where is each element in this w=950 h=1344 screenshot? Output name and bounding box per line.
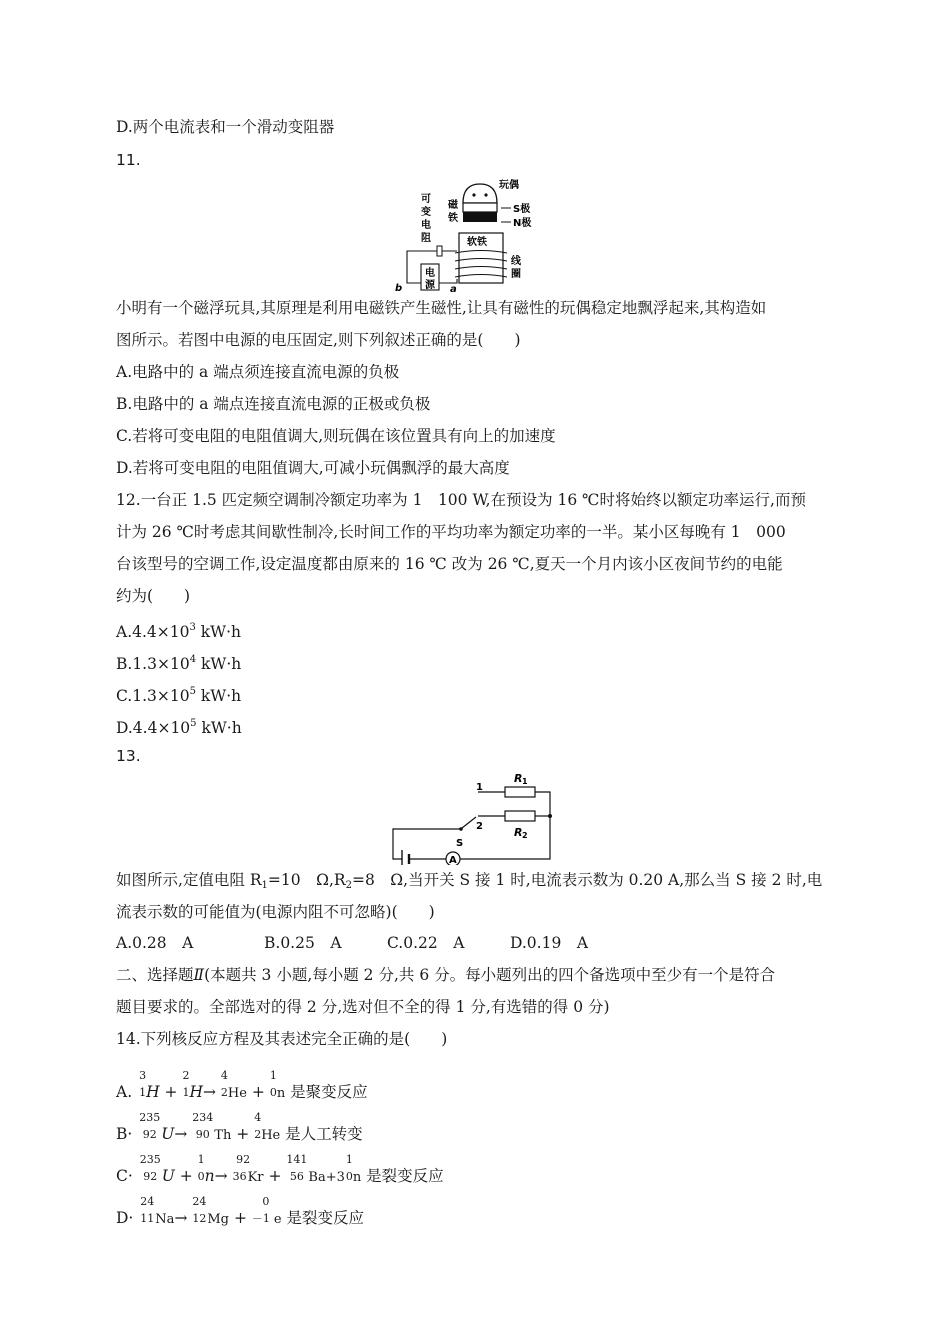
q11-figure	[395, 175, 555, 295]
q12-option-d: $D.4.4\times 10^5$ kW·h	[116, 718, 242, 737]
q12-stem-line3: 台该型号的空调工作,设定温度都由原来的 16 ℃ 改为 26 ℃,夏天一个月内该小区夜间节约的电能	[116, 555, 783, 573]
q12-option-c: $C.1.3\times 10^5$ kW·h	[116, 686, 242, 705]
magnet-label-2: 铁	[448, 213, 458, 224]
resistor-label-2: 变	[421, 207, 431, 218]
toy-label: 玩偶	[499, 180, 519, 191]
q12-stem-line1: 12.一台正 1.5 匹定频空调制冷额定功率为 1 100 W,在预设为 16 ℃时将始终以额定功率运行,而预	[116, 491, 806, 509]
magnet-label-1: 磁	[448, 200, 458, 211]
resistor-label-3: 电	[421, 220, 431, 231]
terminal-1-label: 1	[476, 782, 483, 793]
r2-sub-label: 2	[522, 831, 528, 840]
section2-heading-line2: 题目要求的。全部选对的得 2 分,选对但不全的得 1 分,有选错的得 0 分)	[116, 998, 610, 1016]
r1-label: R	[514, 772, 523, 785]
q12-stem-line2: 计为 26 ℃时考虑其间歇性制冷,长时间工作的平均功率为额定功率的一半。某小区每晚有 1 000	[116, 523, 786, 541]
q11-option-a: A.电路中的 a 端点须连接直流电源的负极	[116, 363, 400, 381]
switch-blade	[462, 817, 476, 828]
ammeter-label: A	[449, 855, 457, 865]
q11-option-d: D.若将可变电阻的电阻值调大,可减小玩偶飘浮的最大高度	[116, 459, 510, 477]
q11-stem-line1: 小明有一个磁浮玩具,其原理是利用电磁铁产生磁性,让具有磁性的玩偶稳定地飘浮起来,其构造如	[116, 299, 767, 317]
resistor-label-4: 阻	[421, 233, 431, 244]
toy-head-shape	[463, 184, 497, 203]
q11-stem-line2: 图所示。若图中电源的电压固定,则下列叙述正确的是( )	[116, 331, 521, 349]
coil-label-2: 圈	[511, 269, 521, 280]
soft-iron-label: 软铁	[467, 237, 487, 248]
circuit-diagram	[390, 770, 560, 865]
q13-option-b: B.0.25 A	[264, 934, 342, 952]
coil-label-1: 线	[511, 256, 521, 267]
q12-option-b: $B.1.3\times 10^4$ kW·h	[116, 654, 242, 673]
power-label-1: 电	[425, 268, 435, 279]
s-pole-label: S极	[513, 204, 531, 215]
r1-sub-label: 1	[522, 777, 528, 786]
resistor-r2	[505, 811, 535, 821]
switch-label: S	[456, 838, 464, 849]
q14-stem: 14.下列核反应方程及其表述完全正确的是( )	[116, 1030, 448, 1048]
terminal-b-label: b	[395, 283, 403, 294]
q12-stem-line4: 约为( )	[116, 587, 191, 605]
resistor-r1	[505, 787, 535, 797]
q13-stem-line1: 如图所示,定值电阻 R1=10 Ω,R2=8 Ω,当开关 S 接 1 时,电流表示数为 0.20 A,那么当 S 接 2 时,电	[116, 871, 823, 891]
r2-label: R	[514, 826, 523, 839]
q11-option-c: C.若将可变电阻的电阻值调大,则玩偶在该位置具有向上的加速度	[116, 427, 556, 445]
q13-option-d: D.0.19 A	[510, 934, 589, 952]
q13-option-a: A.0.28 A	[116, 934, 194, 952]
power-label-2: 源	[425, 280, 435, 291]
section2-heading-line1: 二、选择题Ⅱ(本题共 3 小题,每小题 2 分,共 6 分。每小题列出的四个备选项中至少有一个是符合	[116, 966, 776, 984]
magnet-s-part	[463, 203, 497, 212]
n-pole-label: N极	[513, 218, 532, 229]
q13-option-c: C.0.22 A	[387, 934, 465, 952]
terminal-2-label: 2	[476, 821, 483, 832]
maglev-diagram	[395, 175, 555, 295]
q12-option-a: $A.4.4\times 10^3$ kW·h	[116, 622, 242, 641]
terminal-a-label: a	[450, 284, 457, 295]
q10-option-d: D.两个电流表和一个滑动变阻器	[116, 118, 335, 136]
resistor-label-1: 可	[421, 194, 431, 205]
q11-option-b: B.电路中的 a 端点连接直流电源的正极或负极	[116, 395, 431, 413]
magnet-n-part	[463, 212, 497, 222]
q13-figure	[390, 770, 560, 865]
q13-number: 13.	[116, 747, 141, 765]
q13-stem-line2: 流表示数的可能值为(电源内阻不可忽略)( )	[116, 903, 435, 921]
q11-number: 11.	[116, 151, 141, 169]
